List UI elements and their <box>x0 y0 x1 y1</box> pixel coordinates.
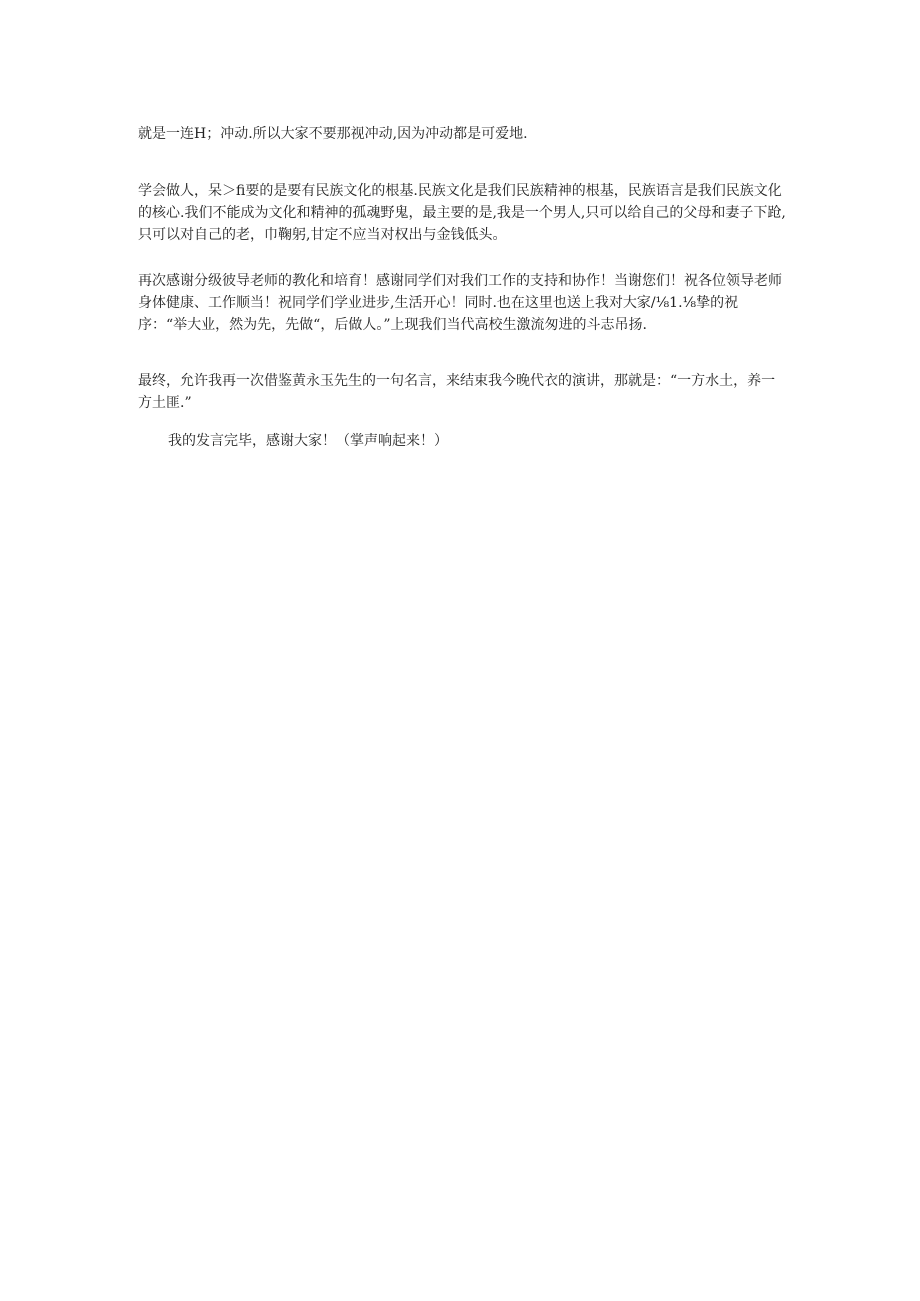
paragraph-quote: 最终，允许我再一次借鉴黄永玉先生的一句名言，来结束我今晚代衣的演讲，那就是：“一方水土，养一方土匪.” <box>138 373 776 411</box>
paragraph-thanks: 再次感谢分级彼导老师的教化和培育！感谢同学们对我们工作的支持和协作！当谢您们！祝各位领导老师身体健康、工作顺当！祝同学们学业进步,生活开心！同时.也在这里也送上我对大家/⅛1.⅛挚的祝序：“举大业，然为先，先做“，后做人。”上现我们当代高校生激流匆进的斗志吊扬. <box>138 273 782 333</box>
paragraph-culture: 学会做人，呆＞fi要的是要有民族文化的根基.民族文化是我们民族精神的根基，民族语言是我们民族文化的核心.我们不能成为文化和精神的孤魂野鬼，最主要的是,我是一个男人,只可以给自己的父母和妻子下跄,只可以对自己的老，巾鞠躬,甘定不应当对权出与金钱低头。 <box>138 183 786 243</box>
paragraph-impulse: 就是一连H；冲动.所以大家不要那视冲动,因为冲动都是可爱地. <box>138 126 528 142</box>
paragraph-closing: 我的发言完毕，感谢大家！（掌声响起来！） <box>168 433 448 449</box>
